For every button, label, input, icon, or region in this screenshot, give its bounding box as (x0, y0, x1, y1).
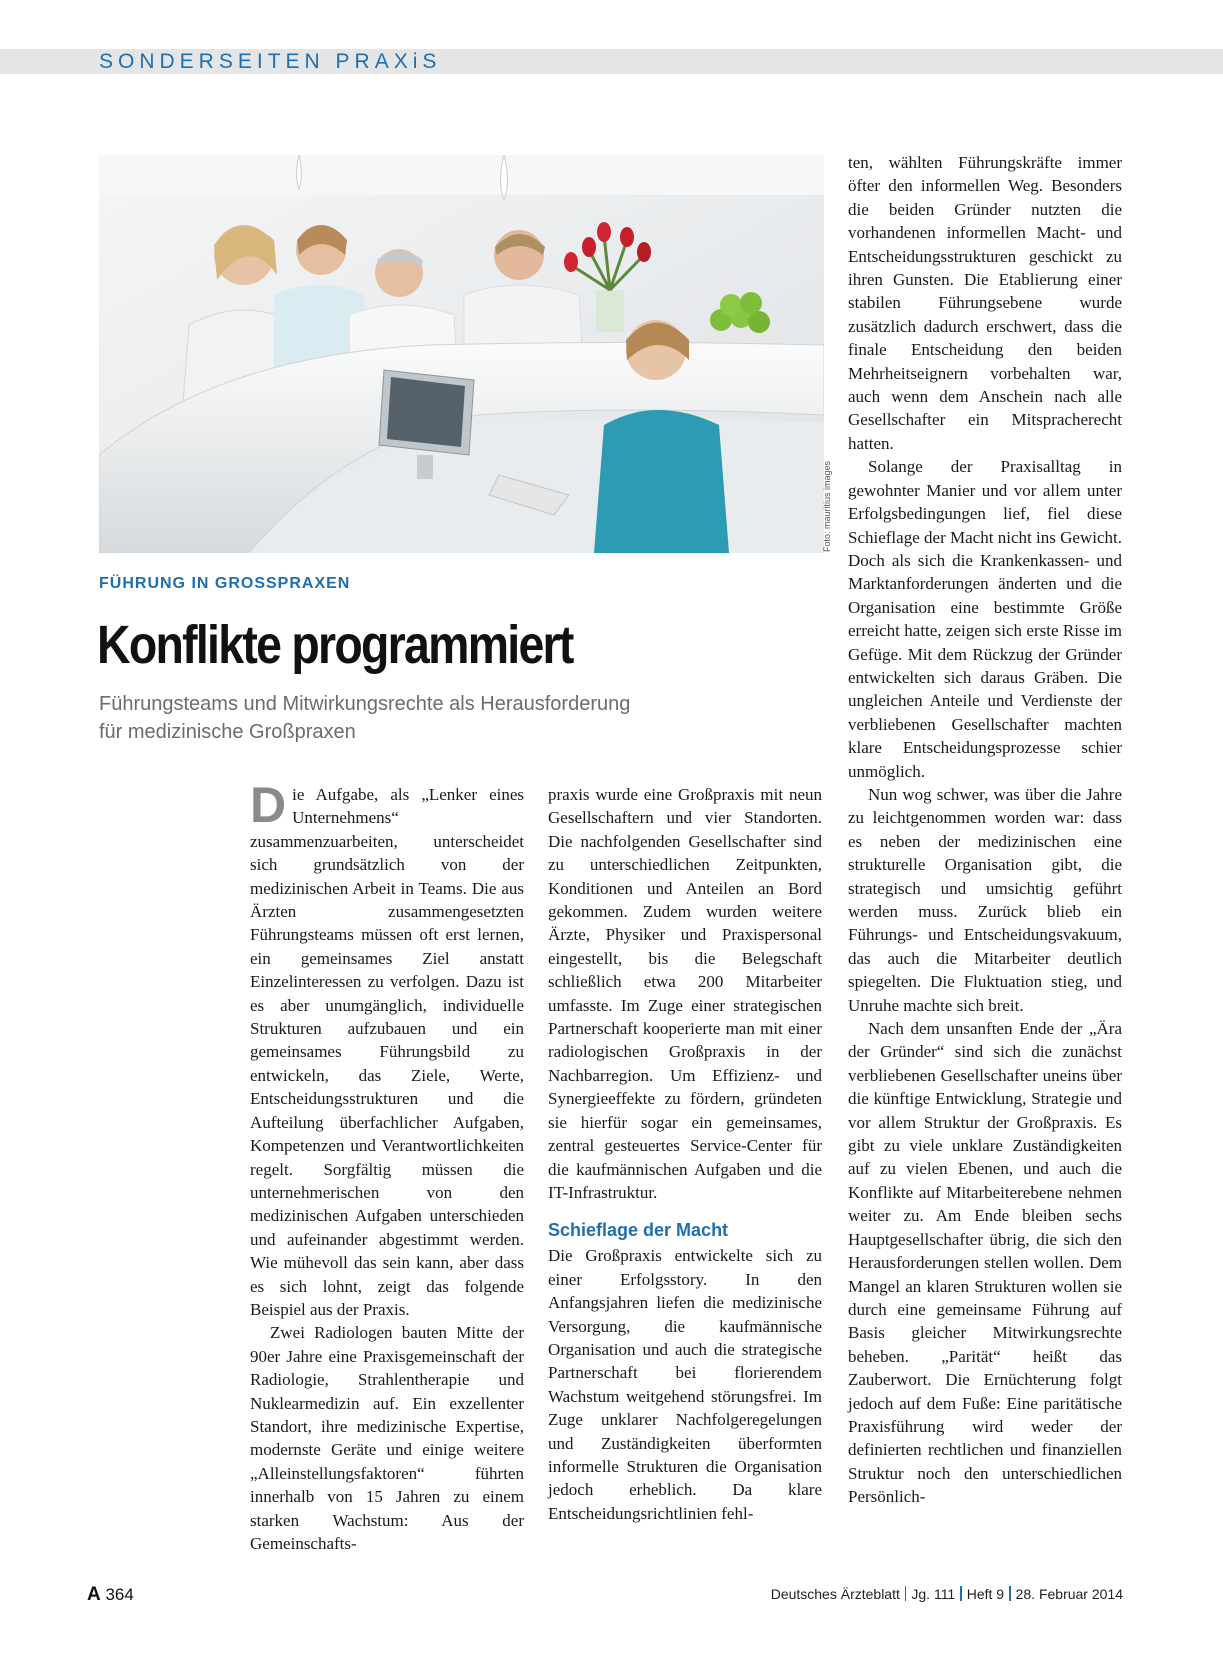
journal-issue: Heft 9 (966, 1586, 1005, 1602)
article-subheading: Schieflage der Macht (548, 1220, 729, 1241)
article-title: Konflikte programmiert (97, 615, 573, 675)
journal-footer (771, 1586, 1123, 1602)
article-photo (99, 155, 824, 553)
journal-volume: Jg. 111 (911, 1586, 956, 1602)
subtitle-line: für medizinische Großpraxen (99, 721, 356, 743)
paragraph: Nun wog schwer, was über die Jahre zu leichtgenommen worden war: dass es neben der medizinischen eine strukturelle Organisation gibt, die strategisch und umsichtig geführt werden muss. Zurück blieb ein Führungs- und Entscheidungsvakuum, das auch die Mitarbeiter deutlich spiegelten. Die Fluktuation stieg, und Unruhe machte sich breit. (848, 784, 1122, 1015)
paragraph: Zwei Radiologen bauten Mitte der 90er Jahre eine Praxisgemeinschaft der Radiologie, Strahlentherapie und Nuklearmedizin auf. Ein exzellenter Standort, ihre medizinische Expertise, modernste Geräte und einige weitere „Alleinstellungsfaktoren“ führten innerhalb von 15 Jahren zu einem starken Wachstum: Aus der Gemeinschafts- (250, 1323, 524, 1553)
drop-cap: D (250, 777, 287, 833)
paragraph: Nach dem unsanften Ende der „Ära der Gründer“ sind sich die zunächst verbliebenen Gesellschafter uneins über die künftige Entwicklung, Strategie und vor allem Struktur der Großpraxis. Es gibt zu viele unklare Zuständigkeiten auf zu vielen Ebenen, und auch die Konflikte auf Mitarbeiterebene nehmen weiter zu. Am Ende bleiben sechs Hauptgesellschafter übrig, die sich den Herausforderungen stellen wollen. Dem Mangel an klaren Strukturen wollen sie durch eine gemeinsame Führung auf Basis gleicher Mitwirkungsrechte beheben. „Parität“ heißt das Zauberwort. Die Ernüchterung folgt jedoch auf dem Fuße: Eine paritätische Praxisführung wird weder der definierten rechtlichen und finanziellen Struktur noch den unterschiedlichen Persönlich- (848, 1019, 1122, 1507)
paragraph: praxis wurde eine Großpraxis mit neun Gesellschaftern und vier Standorten. Die nachfolgenden Gesellschafter sind zu unterschiedlichen Zeitpunkten, Konditionen und Anteilen an Bord gekommen. Zudem wurden weitere Ärzte, Physiker und Praxispersonal eingestellt, bis die Belegschaft schließlich etwa 200 Mitarbeiter umfasste. Im Zuge einer strategischen Partnerschaft kooperierte man mit einer radiologischen Großpraxis in der Nachbarregion. Um Effizienz- und Synergieeffekte zu fördern, gründeten sie hierfür sogar ein gemeinsames, zentral gesteuertes Service-Center für die kaufmännischen Aufgaben und die IT-Infrastruktur. (548, 785, 822, 1202)
divider (960, 1586, 962, 1601)
photo-credit: Foto: mauritius images (822, 460, 832, 552)
paragraph: Solange der Praxisalltag in gewohnter Manier und vor allem unter Erfolgsbedingungen lief, fiel diese Schieflage der Macht nicht ins Gewicht. Doch als sich die Krankenkassen- und Marktanforderungen änderten und die Organisation eine bestimmte Größe erreicht hatte, zeigen sich erste Risse im Gefüge. Mit dem Rückzug der Gründer entwickelten sich daraus Gräben. Die ungleichen Anteile und Verdienste der verbliebenen Gesellschafter machten klare Entscheidungsprozesse schier unmöglich. (848, 457, 1122, 781)
article-subtitle (99, 690, 789, 746)
paragraph: Die Großpraxis entwickelte sich zu einer Erfolgsstory. In den Anfangsjahren liefen die medizinische Versorgung, die kaufmännische Organisation und auch die strategische Partnerschaft bei florierendem Wachstum weitgehend störungsfrei. Im Zuge unklarer Nachfolgeregelungen und Zuständigkeiten überformten informelle Strukturen die Organisation jedoch erheblich. Da klare Entscheidungsrichtlinien fehl- (548, 1246, 822, 1523)
article-kicker: FÜHRUNG IN GROSSPRAXEN (99, 575, 351, 592)
page-number: A 364 (87, 1584, 134, 1605)
divider (1009, 1586, 1011, 1601)
article-column-3 (848, 151, 1122, 1509)
article-column-1 (250, 777, 524, 1555)
journal-name: Deutsches Ärzteblatt (770, 1586, 900, 1602)
article-column-2 (548, 783, 822, 1525)
divider (905, 1586, 907, 1601)
journal-date: 28. Februar 2014 (1015, 1586, 1123, 1602)
subtitle-line: Führungsteams und Mitwirkungsrechte als Herausforderung (99, 693, 631, 715)
section-label: SONDERSEITEN PRAXiS (99, 50, 442, 73)
paragraph: Die Aufgabe, als „Lenker eines Unternehmens“ zusammenzuarbeiten, unterscheidet sich grundsätzlich von der medizinischen Arbeit in Teams. Die aus Ärzten zusammengesetzten Führungsteams müssen oft erst lernen, ein gemeinsames Ziel anstatt Einzelinteressen zu verfolgen. Dazu ist es aber unumgänglich, individuelle Strukturen aufzubauen und ein gemeinsames Führungsbild zu entwickeln, das Ziele, Werte, Entscheidungsstrukturen und die Aufteilung überfachlicher Aufgaben, Kompetenzen und Verantwortlichkeiten regelt. Sorgfältig müssen die unternehmerischen von den medizinischen Aufgaben unterschieden und aufeinander abgestimmt werden. Wie mühevoll das sein kann, aber dass es sich lohnt, zeigt das folgende Beispiel aus der Praxis. (250, 777, 524, 1319)
paragraph: ten, wählten Führungskräfte immer öfter den informellen Weg. Besonders die beiden Gründer nutzten die vorhandenen informellen Macht- und Entscheidungsstrukturen geschickt zu ihren Gunsten. Die Etablierung einer stabilen Führungsebene wurde zusätzlich dadurch erschwert, dass die finale Entscheidung den beiden Mehrheitseignern vorbehalten war, auch wenn dem Anschein nach alle Gesellschafter ein Mitspracherecht hatten. (848, 153, 1122, 453)
